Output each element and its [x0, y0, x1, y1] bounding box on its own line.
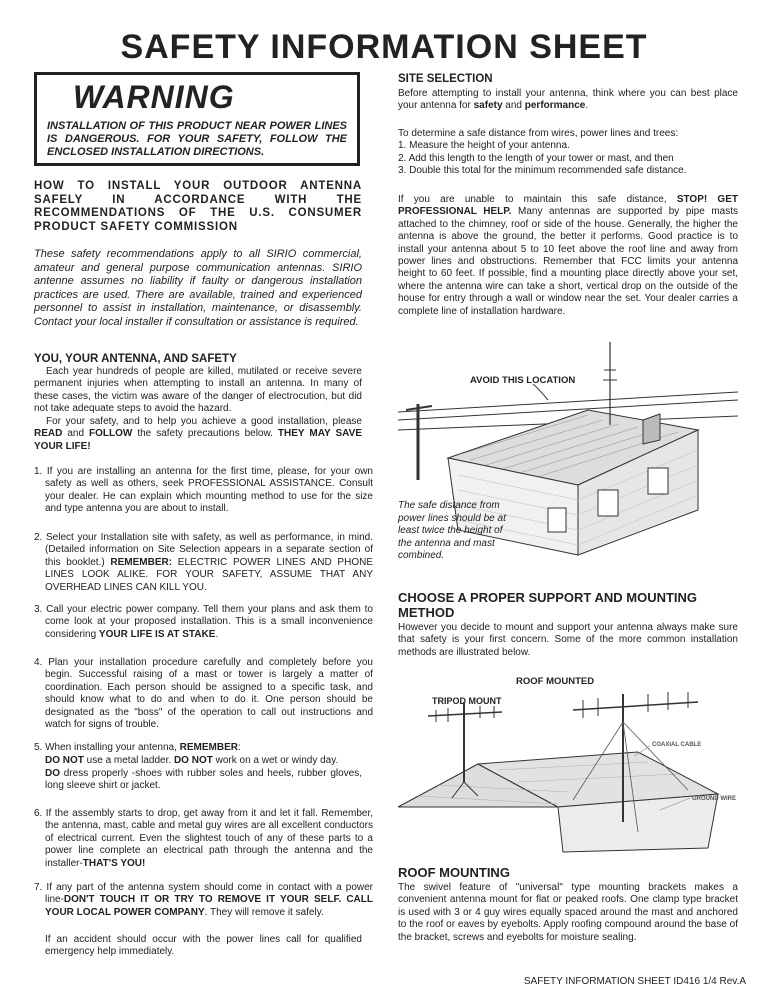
site-steps-intro: To determine a safe distance from wires, power lines and trees: [398, 128, 679, 139]
warning-text: INSTALLATION OF THIS PRODUCT NEAR POWER LINES IS DANGEROUS. FOR YOUR SAFETY, FOLLOW THE ENCLOSED INSTALLATION DIRECTIONS. [47, 120, 347, 158]
item-2: 2. Select your Installation site with safety, as well as performance, in mind. (Detailed information on Site Selection appears in a separate section of this booklet.) REMEMBER: ELECTRIC POWER LINES AND PHONE LINES LOOK ALIKE. FOR YOUR SAFETY, ASSUME THAT ANY OVERHEAD LINES CAN KILL YOU. [34, 532, 373, 593]
item-5-line-2: DO dress properly -shoes with rubber soles and heels, rubber gloves, long sleeve shirt or jacket. [45, 768, 362, 792]
roof-mounting-heading: ROOF MOUNTING [398, 865, 510, 880]
you-section-p1: Each year hundreds of people are killed, mutilated or receive severe permanent injuries when attempting to install an antenna. In many of these cases, the victim was aware of the danger of electrocution, but did not take adequate steps to avoid the hazard. [34, 366, 362, 415]
figure-avoid-location [398, 340, 738, 565]
item-7: 7. If any part of the antenna system should come in contact with a power line-DON'T TOUCH IT OR TRY TO REMOVE IT YOUR SELF. CALL YOUR LOCAL POWER COMPANY. They will remove it safely. [34, 882, 373, 918]
you-section-p2: For your safety, and to help you achieve a good installation, please READ and FOLLOW the safety precautions below. THEY MAY SAVE YOUR LIFE! [34, 416, 362, 452]
site-step-3: 3. Double this total for the minimum recommended safe distance. [398, 165, 687, 177]
item-6: 6. If the assembly starts to drop, get away from it and let it fall. Remember, the antenna, mast, cable and metal guy wires are all excellent conductors of electrical current. Even the slightest touch of any of these parts to a power line complete an electrical path through the antenna and the installer-THAT'S YOU! [34, 808, 373, 869]
accident-note: If an accident should occur with the power lines call for qualified emergency help immediately. [45, 934, 362, 958]
figure-roof-mounted [398, 672, 738, 862]
warning-heading: WARNING [73, 79, 235, 115]
howto-intro: These safety recommendations apply to all SIRIO commercial, amateur and general purpose communication antennas. SIRIO antenne assumes no liability if faulty or dangerous installation practices are used. There are available, trained and experienced personnel to assist in installation, maintenance, or disassembly. Contact your local installer if consultation or assistance is required. [34, 248, 362, 328]
site-step-1: 1. Measure the height of your antenna. [398, 140, 570, 152]
item-4: 4. Plan your installation procedure carefully and completely before you begin. Successful raising of a mast or tower is largely a matter of coordination. Each person should be assigned to a specific task, and should know what to do and when to do it. One person should be designated as the "boss" of the operation to call out instructions and watch for signs of trouble. [34, 657, 373, 731]
item-1: 1. If you are installing an antenna for the first time, please, for your own safety as well as others, seek PROFESSIONAL ASSISTANCE. Consult your dealer. He can explain which mounting method to use for the size and type antenna you are about to install. [34, 466, 373, 515]
item-3: 3. Call your electric power company. Tell them your plans and ask them to come look at your proposed installation. This is a small inconvenience considering YOUR LIFE IS AT STAKE. [34, 604, 373, 640]
warning-box [34, 72, 360, 166]
roof-mounting-text: The swivel feature of "universal" type mounting brackets makes a convenient antenna mount for flat or peaked roofs. One clamp type bracket is used with 3 or 4 guy wires equally spaced around the mast and anchored to the roof or eaves by eyebolts. Apply roofing compound around the base of the bracket, screws and eyebolts for moisture sealing. [398, 882, 738, 943]
avoid-location-caption: The safe distance from power lines should be at least twice the height of the antenna and mast combined. [398, 500, 506, 561]
site-selection-p1: Before attempting to install your antenna, think where you can best place your antenna for safety and performance. [398, 88, 738, 112]
site-selection-p3: If you are unable to maintain this safe distance, STOP! GET PROFESSIONAL HELP. Many antennas are supported by pipe masts attached to the chimney, roof or side of the house. Generally, the higher the antenna is above the ground, the better it performs. Good practice is to install your antenna about 5 to 10 feet above the roof line and away from power lines and obstructions. Remember that FCC limits your antenna height to 60 feet. If possible, find a mounting place directly above your set, where the antenna wire can take a short, vertical drop on the outside of the house for entry through a wall or window near the set. Your dealer carries a complete line of installation hardware. [398, 194, 738, 317]
item-5: 5. When installing your antenna, REMEMBER: [34, 742, 241, 753]
roof-mount-illustration [398, 672, 738, 862]
coaxial-cable-label: COAXIAL CABLE [652, 742, 702, 748]
page-title: SAFETY INFORMATION SHEET [120, 28, 648, 66]
site-selection-steps [398, 128, 738, 178]
site-selection-heading: SITE SELECTION [398, 73, 493, 85]
howto-heading: HOW TO INSTALL YOUR OUTDOOR ANTENNA SAFELY IN ACCORDANCE WITH THE RECOMMENDATIONS OF THE U.S. CONSUMER PRODUCT SAFETY COMMISSION [34, 180, 362, 233]
site-step-2: 2. Add this length to the length of your tower or mast, and then [398, 152, 674, 164]
choose-support-text: However you decide to mount and support your antenna always make sure that safety is your first concern. Some of the more common installation methods are illustrated below. [398, 622, 738, 658]
tripod-mount-label: TRIPOD MOUNT [432, 696, 502, 706]
avoid-location-label: AVOID THIS LOCATION [470, 375, 576, 386]
page-footer: SAFETY INFORMATION SHEET ID416 1/4 Rev.A [523, 976, 746, 987]
ground-wire-label: GROUND WIRE [692, 796, 736, 802]
you-section-heading: YOU, YOUR ANTENNA, AND SAFETY [34, 353, 237, 365]
choose-support-heading: CHOOSE A PROPER SUPPORT AND MOUNTING METHOD [398, 590, 698, 620]
item-5-line-1: DO NOT use a metal ladder. DO NOT work on a wet or windy day. [45, 755, 339, 766]
roof-mounted-label: ROOF MOUNTED [516, 676, 595, 687]
